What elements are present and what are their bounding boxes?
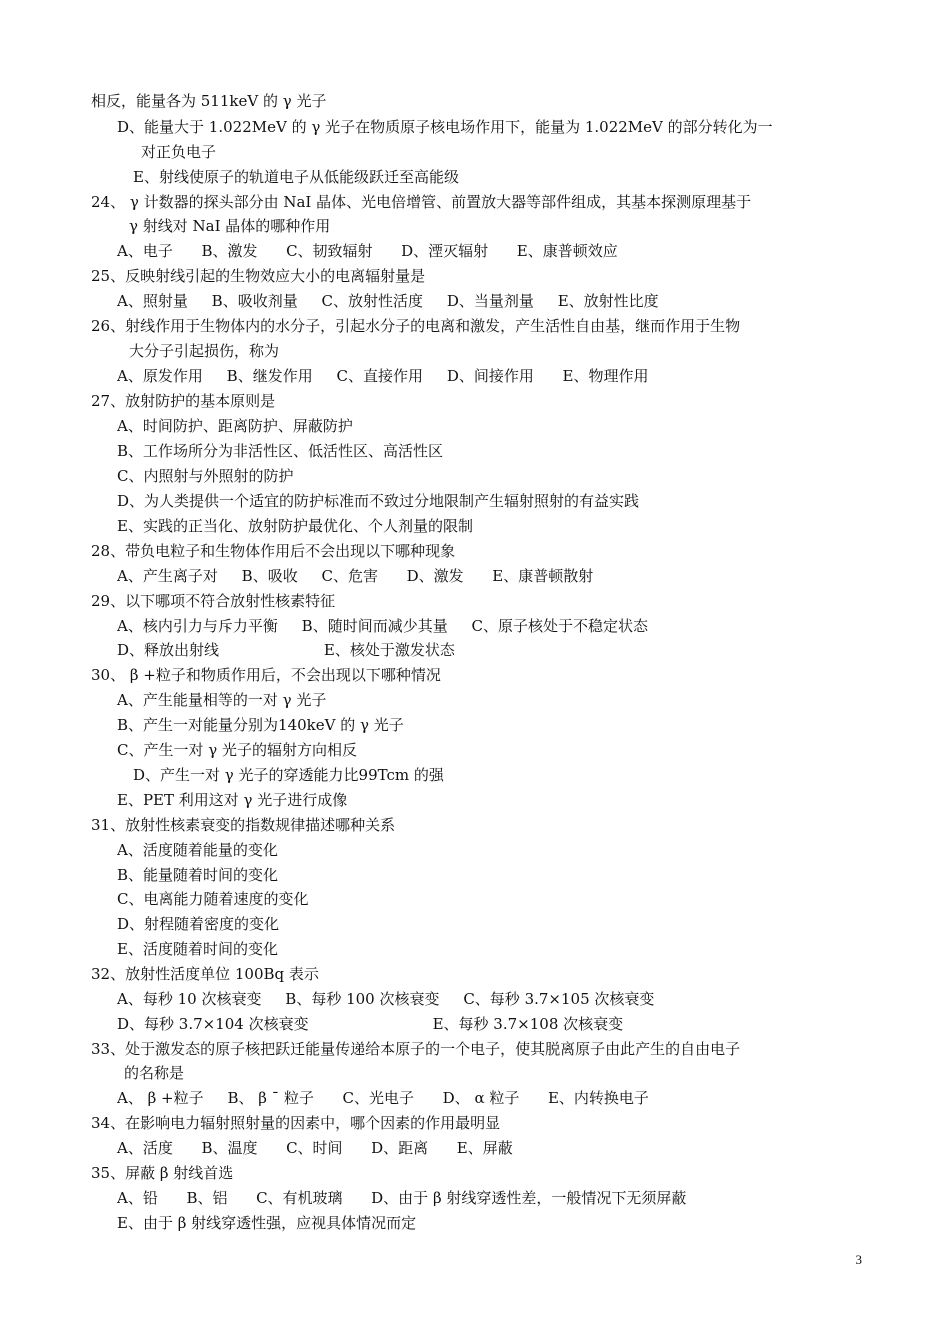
option-line: A、铅 B、铝 C、有机玻璃 D、由于 β 射线穿透性差，一般情况下无须屏蔽 [117, 1189, 687, 1207]
option-line: A、时间防护、距离防护、屏蔽防护 [117, 417, 353, 435]
option-line: D、每秒 3.7×104 次核衰变 E、每秒 3.7×108 次核衰变 [117, 1015, 624, 1033]
question-stem: 26、射线作用于生物体内的水分子，引起水分子的电离和激发，产生活性自由基，继而作用于生物 [91, 317, 741, 335]
option-line: D、释放出射线 E、核处于激发状态 [117, 641, 455, 659]
text-line: 大分子引起损伤，称为 [129, 342, 280, 360]
option-line: D、产生一对 γ 光子的穿透能力比99Tcm 的强 [133, 766, 444, 784]
option-line: A、原发作用 B、继发作用 C、直接作用 D、间接作用 E、物理作用 [117, 367, 649, 385]
option-line: D、射程随着密度的变化 [117, 915, 280, 933]
option-line: A、产生离子对 B、吸收 C、危害 D、激发 E、康普顿散射 [117, 567, 594, 585]
question-stem: 35、屏蔽 β 射线首选 [91, 1164, 234, 1182]
text-line: 的名称是 [124, 1064, 185, 1082]
question-stem: 34、在影响电力辐射照射量的因素中，哪个因素的作用最明显 [91, 1114, 501, 1132]
page-number: 3 [855, 1252, 862, 1267]
text-line: γ 射线对 NaI 晶体的哪种作用 [129, 217, 331, 235]
text-line: D、能量大于 1.022MeV 的 γ 光子在物质原子核电场作用下，能量为 1.022MeV 的部分转化为一 [117, 118, 773, 136]
option-line: A、活度 B、温度 C、时间 D、距离 E、屏蔽 [117, 1139, 513, 1157]
option-line: A、活度随着能量的变化 [117, 841, 278, 859]
question-stem: 28、带负电粒子和生物体作用后不会出现以下哪种现象 [91, 542, 456, 560]
option-line: A、 β +粒子 B、 β ˉ 粒子 C、光电子 D、 α 粒子 E、内转换电子 [117, 1089, 649, 1107]
question-stem: 32、放射性活度单位 100Bq 表示 [91, 965, 319, 983]
text-line: 相反，能量各为 511keV 的 γ 光子 [91, 92, 327, 110]
option-line: E、活度随着时间的变化 [117, 940, 278, 958]
option-line: B、产生一对能量分别为140keV 的 γ 光子 [117, 716, 404, 734]
question-stem: 24、 γ 计数器的探头部分由 NaI 晶体、光电倍增管、前置放大器等部件组成，其基本探测原理基于 [91, 193, 752, 211]
option-line: A、照射量 B、吸收剂量 C、放射性活度 D、当量剂量 E、放射性比度 [117, 292, 659, 310]
option-line: C、内照射与外照射的防护 [117, 467, 294, 485]
text-line: E、射线使原子的轨道电子从低能级跃迁至高能级 [133, 168, 459, 186]
option-line: A、电子 B、激发 C、韧致辐射 D、湮灭辐射 E、康普顿效应 [117, 242, 618, 260]
option-line: E、PET 利用这对 γ 光子进行成像 [117, 791, 348, 809]
option-line: C、产生一对 γ 光子的辐射方向相反 [117, 741, 357, 759]
question-stem: 25、反映射线引起的生物效应大小的电离辐射量是 [91, 267, 426, 285]
option-line: C、电离能力随着速度的变化 [117, 890, 309, 908]
option-line: E、实践的正当化、放射防护最优化、个人剂量的限制 [117, 517, 473, 535]
question-stem: 27、放射防护的基本原则是 [91, 392, 276, 410]
option-line: B、能量随着时间的变化 [117, 866, 279, 884]
option-line: E、由于 β 射线穿透性强，应视具体情况而定 [117, 1214, 417, 1232]
option-line: D、为人类提供一个适宜的防护标准而不致过分地限制产生辐射照射的有益实践 [117, 492, 640, 510]
option-line: A、每秒 10 次核衰变 B、每秒 100 次核衰变 C、每秒 3.7×105 次核衰变 [117, 990, 655, 1008]
question-stem: 31、放射性核素衰变的指数规律描述哪种关系 [91, 816, 396, 834]
option-line: A、核内引力与斥力平衡 B、随时间而减少其量 C、原子核处于不稳定状态 [117, 617, 649, 635]
option-line: B、工作场所分为非活性区、低活性区、高活性区 [117, 442, 444, 460]
option-line: A、产生能量相等的一对 γ 光子 [117, 691, 327, 709]
question-stem: 30、 β +粒子和物质作用后，不会出现以下哪种情况 [91, 666, 441, 684]
text-line: 对正负电子 [141, 143, 217, 161]
question-stem: 29、以下哪项不符合放射性核素特征 [91, 592, 336, 610]
question-stem: 33、处于激发态的原子核把跃迁能量传递给本原子的一个电子，使其脱离原子由此产生的自由电子 [91, 1040, 741, 1058]
